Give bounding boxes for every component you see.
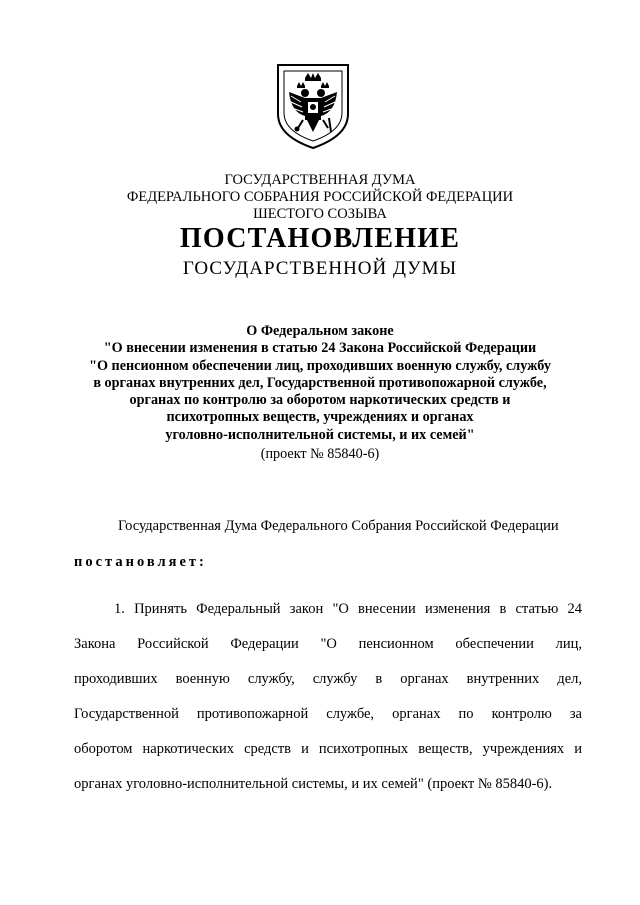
- law-title-line: "О внесении изменения в статью 24 Закона Российской Федерации: [103, 340, 537, 357]
- law-title-line: в органах внутренних дел, Государственной противопожарной службе,: [93, 374, 547, 391]
- paragraph-line: Государственной противопожарной службе, органах по контролю за: [74, 706, 582, 722]
- paragraph-line: 1. Принять Федеральный закон "О внесении изменения в статью 24: [114, 601, 582, 617]
- header-line-3: ШЕСТОГО СОЗЫВА: [253, 206, 387, 222]
- paragraph-line: Закона Российской Федерации "О пенсионном обеспечении лиц,: [74, 636, 582, 652]
- paragraph-line: оборотом наркотических средств и психотропных веществ, учреждениях и: [74, 741, 582, 757]
- preamble-text: Государственная Дума Федерального Собрания Российской Федерации: [118, 518, 559, 534]
- document-issuer-title: ГОСУДАРСТВЕННОЙ ДУМЫ: [182, 258, 458, 279]
- law-title-line: О Федеральном законе: [246, 323, 394, 339]
- paragraph-line: проходивших военную службу, службу в органах внутренних дел,: [74, 671, 582, 687]
- issuer-header: [0, 172, 640, 223]
- header-line-1: ГОСУДАРСТВЕННАЯ ДУМА: [224, 172, 416, 188]
- russian-coat-of-arms-icon: [275, 62, 351, 150]
- law-title-line: органах по контролю за оборотом наркотических средств и: [129, 392, 511, 409]
- project-number: (проект № 85840-6): [260, 446, 380, 462]
- paragraph-line: органах уголовно-исполнительной системы, и их семей" (проект № 85840-6).: [74, 776, 553, 792]
- header-line-2: ФЕДЕРАЛЬНОГО СОБРАНИЯ РОССИЙСКОЙ ФЕДЕРАЦИИ: [126, 189, 514, 205]
- law-title-line: уголовно-исполнительной системы, и их семей": [165, 426, 475, 443]
- law-title-block: [0, 323, 640, 444]
- resolves-label: постановляет:: [74, 554, 207, 570]
- document-type-title: ПОСТАНОВЛЕНИЕ: [179, 223, 461, 254]
- law-title-line: психотропных веществ, учреждениях и органах: [166, 409, 474, 426]
- paragraph-1: [74, 600, 582, 810]
- law-title-line: "О пенсионном обеспечении лиц, проходивших военную службу, службу: [89, 357, 551, 374]
